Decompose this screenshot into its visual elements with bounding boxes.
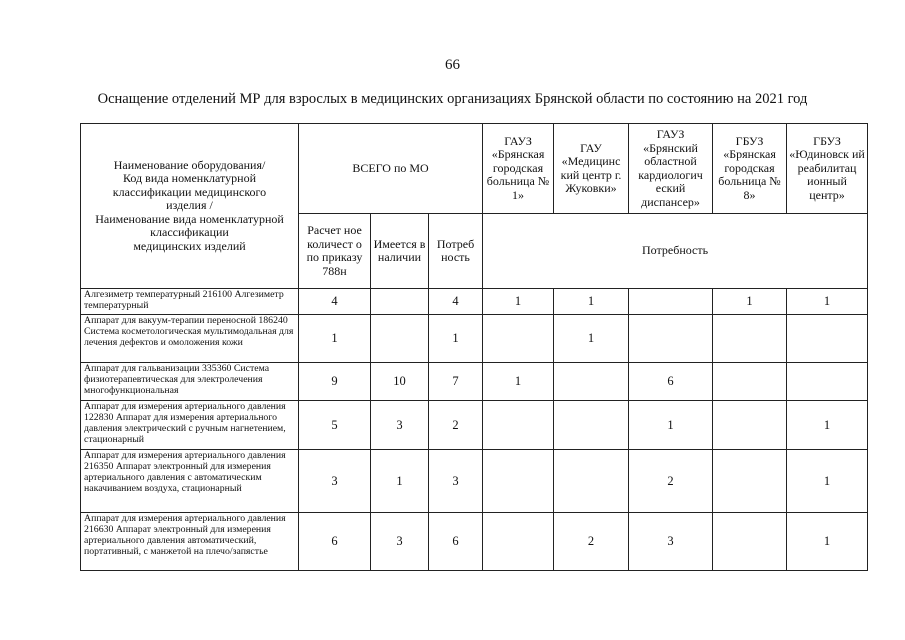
org-cell bbox=[483, 315, 554, 363]
calc-cell: 5 bbox=[299, 401, 371, 450]
org-cell: 1 bbox=[554, 289, 629, 315]
org-cell bbox=[787, 315, 868, 363]
need-cell: 4 bbox=[429, 289, 483, 315]
calc-cell: 9 bbox=[299, 363, 371, 401]
available-header: Имеется в наличии bbox=[371, 214, 429, 289]
org-cell: 1 bbox=[554, 315, 629, 363]
org-cell bbox=[713, 315, 787, 363]
equipment-name: Алгезиметр температурный 216100 Алгезиметр температурный bbox=[81, 289, 299, 315]
org-cell bbox=[554, 450, 629, 513]
avail-cell: 3 bbox=[371, 401, 429, 450]
org-header-gbn1: ГАУЗ «Брянская городская больница № 1» bbox=[483, 124, 554, 214]
need-cell: 3 bbox=[429, 450, 483, 513]
header-line: Наименование вида номенклатурной bbox=[95, 211, 284, 226]
header-line: медицинских изделий bbox=[133, 238, 246, 253]
header-row-1 bbox=[81, 124, 868, 214]
page-number: 66 bbox=[445, 57, 460, 73]
org-cell: 1 bbox=[713, 289, 787, 315]
total-mo-header: ВСЕГО по МО bbox=[299, 124, 483, 214]
org-cell bbox=[713, 450, 787, 513]
org-cell bbox=[787, 363, 868, 401]
need-cell: 7 bbox=[429, 363, 483, 401]
org-header-yudinovo: ГБУЗ «Юдиновск ий реабилитац ионный центр» bbox=[787, 124, 868, 214]
org-cell: 1 bbox=[483, 289, 554, 315]
org-header-zhukovka: ГАУ «Медицинс кий центр г. Жуковки» bbox=[554, 124, 629, 214]
org-cell: 1 bbox=[787, 401, 868, 450]
header-line: классификации медицинского bbox=[112, 184, 267, 199]
org-cell bbox=[713, 363, 787, 401]
avail-cell bbox=[371, 289, 429, 315]
need-cell: 2 bbox=[429, 401, 483, 450]
org-cell: 1 bbox=[483, 363, 554, 401]
org-cell: 6 bbox=[629, 363, 713, 401]
avail-cell bbox=[371, 315, 429, 363]
org-cell bbox=[629, 315, 713, 363]
equipment-name: Аппарат для измерения артериального давления 216350 Аппарат электронный для измерения артериального давления с автоматическим накачиванием воздуха, стационарный bbox=[81, 450, 299, 513]
header-line: классификации bbox=[150, 225, 229, 240]
org-cell: 1 bbox=[787, 513, 868, 571]
org-cell bbox=[483, 401, 554, 450]
org-cell: 1 bbox=[787, 450, 868, 513]
equipment-name: Аппарат для вакуум-терапии переносной 186240 Система косметологическая мультимодальная для лечения дефектов и омоложения кожи bbox=[81, 315, 299, 363]
calc-cell: 4 bbox=[299, 289, 371, 315]
org-cell: 1 bbox=[787, 289, 868, 315]
need-cell: 1 bbox=[429, 315, 483, 363]
org-cell: 2 bbox=[554, 513, 629, 571]
table-row bbox=[81, 289, 868, 315]
avail-cell: 3 bbox=[371, 513, 429, 571]
document-title: Оснащение отделений МР для взрослых в медицинских организациях Брянской области по состоянию на 2021 год bbox=[97, 91, 808, 107]
org-cell bbox=[554, 363, 629, 401]
avail-cell: 1 bbox=[371, 450, 429, 513]
table-row bbox=[81, 450, 868, 513]
org-cell bbox=[629, 289, 713, 315]
org-cell bbox=[713, 513, 787, 571]
header-line: Код вида номенклатурной bbox=[123, 171, 256, 186]
org-cell bbox=[554, 401, 629, 450]
org-cell bbox=[483, 450, 554, 513]
equipment-name: Аппарат для измерения артериального давления 122830 Аппарат для измерения артериального давления электрический с ручным нагнетением, стационарный bbox=[81, 401, 299, 450]
org-header-cardio: ГАУЗ «Брянский областной кардиологич еский диспансер» bbox=[629, 124, 713, 214]
header-line: изделия / bbox=[166, 198, 213, 213]
header-line: Наименование оборудования/ bbox=[113, 157, 266, 172]
org-cell: 3 bbox=[629, 513, 713, 571]
calc-cell: 6 bbox=[299, 513, 371, 571]
equipment-name: Аппарат для гальванизации 335360 Система физиотерапевтическая для электролечения многофункциональная bbox=[81, 363, 299, 401]
avail-cell: 10 bbox=[371, 363, 429, 401]
need-total-header: Потреб ность bbox=[429, 214, 483, 289]
need-header: Потребность bbox=[483, 214, 868, 289]
table-row bbox=[81, 513, 868, 571]
calc-cell: 3 bbox=[299, 450, 371, 513]
org-cell: 1 bbox=[629, 401, 713, 450]
table-row bbox=[81, 401, 868, 450]
calc-order-header: Расчет ное количест о по приказу 788н bbox=[299, 214, 371, 289]
org-cell bbox=[483, 513, 554, 571]
equipment-name: Аппарат для измерения артериального давления 216630 Аппарат электронный для измерения артериального давления автоматический, портативный, с манжетой на плечо/запястье bbox=[81, 513, 299, 571]
org-header-gbn8: ГБУЗ «Брянская городская больница № 8» bbox=[713, 124, 787, 214]
table-row bbox=[81, 363, 868, 401]
equipment-table bbox=[80, 123, 868, 571]
org-cell bbox=[713, 401, 787, 450]
table-row bbox=[81, 315, 868, 363]
calc-cell: 1 bbox=[299, 315, 371, 363]
equipment-name-header bbox=[81, 124, 299, 289]
need-cell: 6 bbox=[429, 513, 483, 571]
org-cell: 2 bbox=[629, 450, 713, 513]
